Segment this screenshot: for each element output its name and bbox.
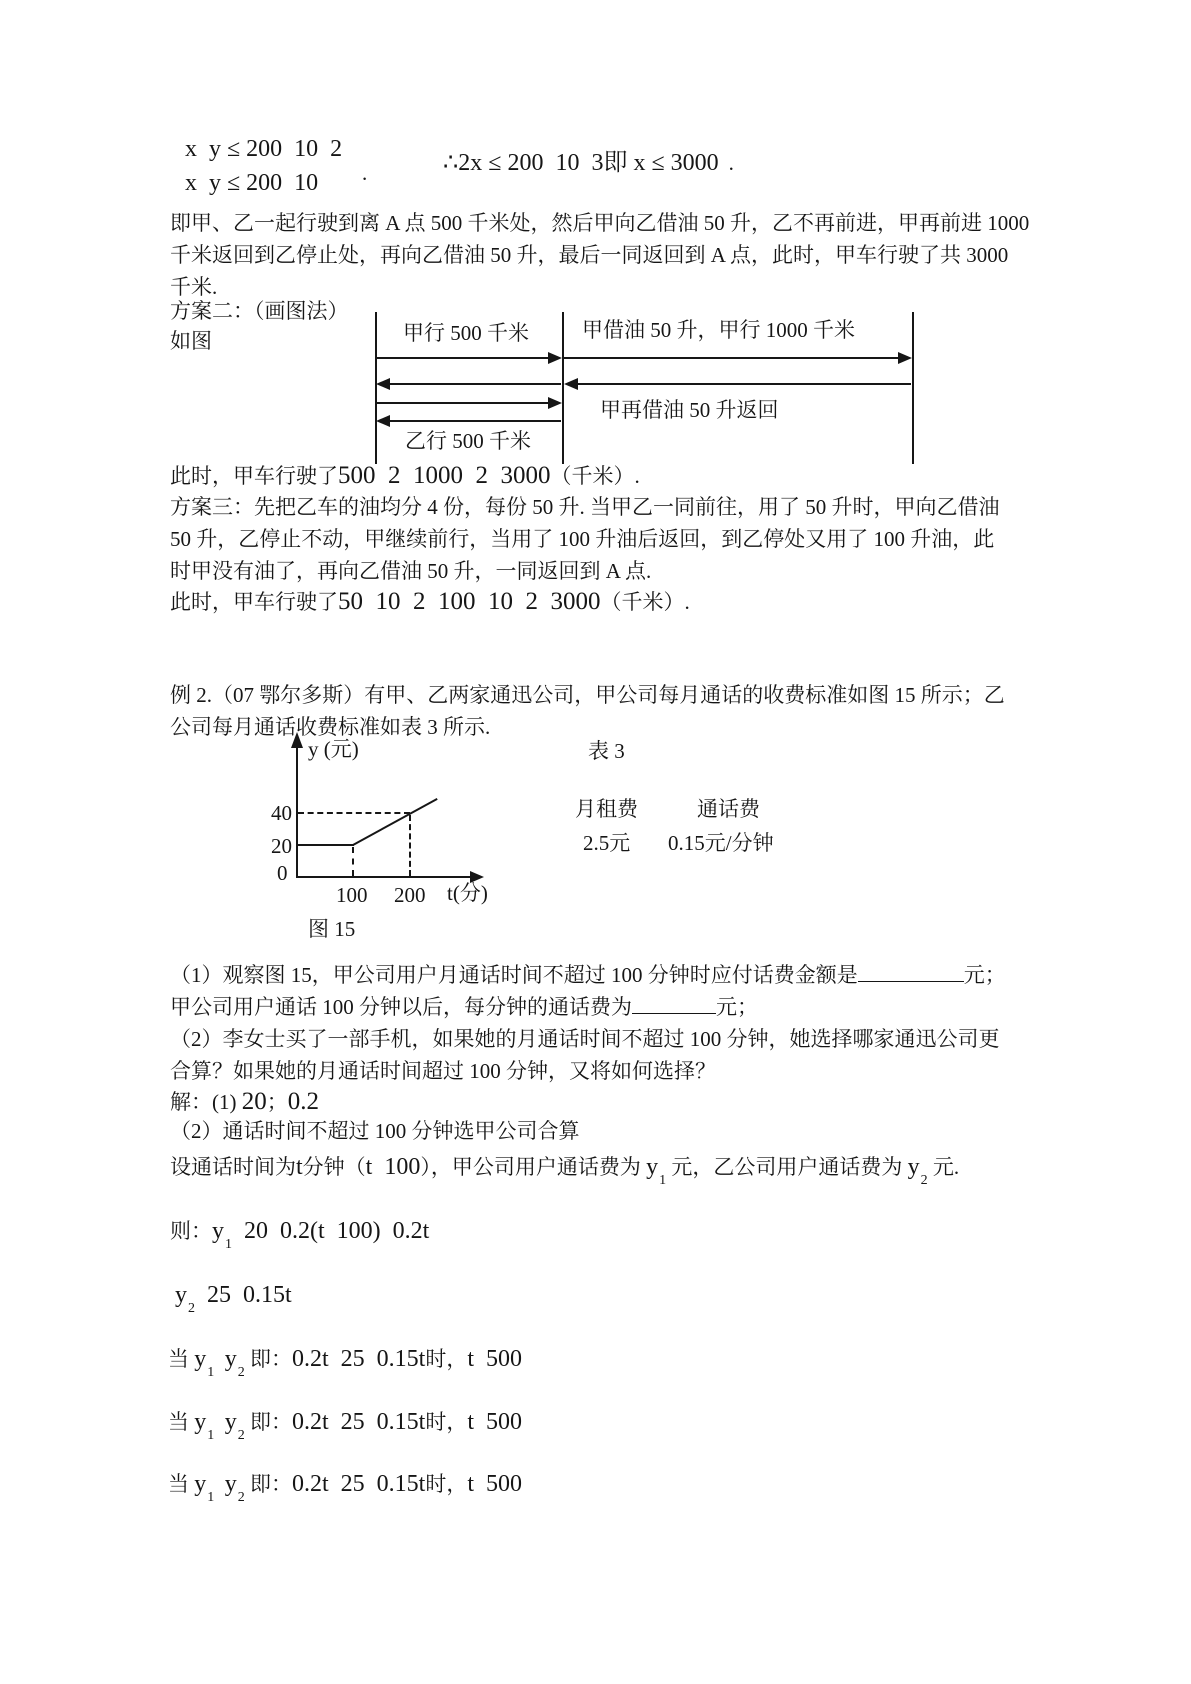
when-shi: 时， bbox=[425, 1410, 468, 1434]
diagram-right-line bbox=[912, 312, 914, 464]
assume-a3: ），甲公司用户通话费为 bbox=[420, 1155, 647, 1179]
y-axis-label: y (元) bbox=[308, 737, 359, 761]
table3-header-callfee: 通话费 bbox=[697, 797, 760, 821]
diagram-arrow-line bbox=[376, 402, 550, 404]
result3-math: 50 10 2 100 10 2 3000 bbox=[338, 588, 601, 615]
var-y1: y bbox=[646, 1154, 659, 1180]
blank-underline bbox=[632, 1013, 716, 1014]
when-gap bbox=[214, 1347, 225, 1371]
right-arrow-icon bbox=[898, 352, 912, 364]
y-tick-20: 20 bbox=[271, 834, 292, 858]
var-y1: y bbox=[194, 1346, 207, 1372]
plan3-line-2: 50 升，乙停止不动，甲继续前行，当用了 100 升油后返回，到乙停处又用了 100 升油，此 bbox=[170, 527, 995, 551]
var-y2: y bbox=[224, 1409, 237, 1435]
cond-t-100: t 100 bbox=[365, 1154, 421, 1180]
subscript-2: 2 bbox=[188, 1301, 195, 1316]
q1-prefix: （1）观察图 15，甲公司用户月通话时间不超过 100 分钟时应付话费金额是 bbox=[170, 963, 858, 987]
diagram-label-jia-500: 甲行 500 千米 bbox=[403, 321, 529, 345]
x-axis bbox=[296, 876, 472, 878]
when-expression: 0.2t 25 0.15t bbox=[292, 1471, 426, 1497]
when-expression: 0.2t 25 0.15t bbox=[292, 1409, 426, 1435]
solution1-line bbox=[170, 1086, 319, 1119]
var-y1: y bbox=[212, 1218, 224, 1244]
when-cond: t 500 bbox=[467, 1409, 523, 1435]
system-line-1: x y ≤ 200 10 2 bbox=[185, 136, 343, 162]
plan2-title: 方案二：（画图法） bbox=[170, 299, 349, 323]
compare-line-1 bbox=[168, 1344, 523, 1380]
conclusion-formula: ∴2x ≤ 200 10 3即 x ≤ 3000 bbox=[443, 150, 719, 176]
assume-a4: 元，乙公司用户通话费为 bbox=[666, 1155, 908, 1179]
dashed-guide-vertical-100 bbox=[352, 847, 354, 876]
when-mid: 即： bbox=[244, 1472, 292, 1496]
when-shi: 时， bbox=[425, 1472, 468, 1496]
plan2-note: 如图 bbox=[170, 329, 212, 353]
y1-expression: 20 0.2(t 100) 0.2t bbox=[232, 1218, 430, 1244]
x-tick-200: 200 bbox=[394, 883, 426, 907]
q1-suffix: 元； bbox=[963, 963, 1006, 987]
plan2-result-line bbox=[170, 460, 640, 493]
subscript-2: 2 bbox=[920, 1173, 928, 1188]
plan3-line-3: 时甲没有油了，再向乙借油 50 升，一同返回到 A 点. bbox=[170, 559, 652, 583]
result3-prefix: 此时，甲车行驶了 bbox=[170, 590, 338, 614]
diagram-label-jia-return: 甲再借油 50 升返回 bbox=[600, 398, 779, 422]
assume-a1: 设通话时间为 bbox=[170, 1155, 296, 1179]
result3-suffix: （千米）. bbox=[600, 590, 690, 614]
sol1-label: 解：(1) bbox=[170, 1090, 242, 1114]
assume-a5: 元. bbox=[927, 1155, 960, 1179]
y-tick-0: 0 bbox=[277, 861, 288, 885]
sol1-separator: ； bbox=[266, 1090, 288, 1114]
table3-value-callfee: 0.15元/分钟 bbox=[668, 831, 774, 855]
y-tick-40: 40 bbox=[271, 801, 292, 825]
var-y2: y bbox=[224, 1346, 237, 1372]
y2-expression: 25 0.15t bbox=[195, 1282, 292, 1308]
when-cond: t 500 bbox=[467, 1346, 523, 1372]
left-arrow-icon bbox=[376, 415, 390, 427]
system-line-2: x y ≤ 200 10 bbox=[185, 170, 319, 196]
var-t: t bbox=[296, 1154, 303, 1180]
subscript-1: 1 bbox=[225, 1237, 232, 1252]
figure15-caption: 图 15 bbox=[308, 917, 356, 941]
plan1-line-2: 千米返回到乙停止处，再向乙借油 50 升，最后一同返回到 A 点，此时，甲车行驶了共 3000 bbox=[170, 243, 1009, 267]
plan3-line-1: 方案三：先把乙车的油均分 4 份，每份 50 升. 当甲乙一同前往，用了 50 升时，甲向乙借油 bbox=[170, 495, 1000, 519]
subscript-1: 1 bbox=[659, 1173, 667, 1188]
sol1-value-0-2: 0.2 bbox=[287, 1088, 319, 1115]
q1b-suffix: 元； bbox=[716, 995, 758, 1019]
diagram-arrow-line bbox=[389, 383, 561, 385]
diagram-arrow-line bbox=[563, 357, 899, 359]
conclusion-period: . bbox=[728, 151, 734, 175]
when-prefix: 当 bbox=[168, 1347, 195, 1371]
when-mid: 即： bbox=[244, 1347, 292, 1371]
var-y2: y bbox=[175, 1282, 187, 1308]
plan3-result-line bbox=[170, 586, 690, 619]
system-period: . bbox=[362, 161, 368, 185]
when-shi: 时， bbox=[425, 1347, 468, 1371]
when-mid: 即： bbox=[244, 1410, 292, 1434]
var-y2: y bbox=[907, 1154, 920, 1180]
series-flat-segment bbox=[297, 844, 354, 846]
diagram-label-jia-1000: 甲借油 50 升，甲行 1000 千米 bbox=[582, 318, 855, 342]
dashed-guide-horizontal bbox=[298, 812, 410, 814]
diagram-label-yi-500: 乙行 500 千米 bbox=[405, 429, 531, 453]
then-label: 则： bbox=[170, 1219, 212, 1243]
result2-math: 500 2 1000 2 3000 bbox=[338, 462, 551, 489]
table3-header-rent: 月租费 bbox=[575, 797, 638, 821]
x-tick-100: 100 bbox=[336, 883, 368, 907]
question1-line bbox=[170, 962, 1006, 989]
when-prefix: 当 bbox=[168, 1472, 195, 1496]
x-axis-label: t(分) bbox=[447, 881, 488, 905]
subscript-2: 2 bbox=[237, 1428, 245, 1443]
when-gap bbox=[214, 1410, 225, 1434]
question2-line-1: （2）李女士买了一部手机，如果她的月通话时间不超过 100 分钟，她选择哪家通迅公司更 bbox=[170, 1027, 1000, 1051]
var-y1: y bbox=[194, 1471, 207, 1497]
when-cond: t 500 bbox=[467, 1471, 523, 1497]
subscript-1: 1 bbox=[207, 1365, 215, 1380]
left-arrow-icon bbox=[376, 378, 390, 390]
diagram-arrow-line bbox=[577, 383, 911, 385]
plan1-line-3: 千米. bbox=[170, 275, 218, 299]
result2-suffix: （千米）. bbox=[550, 464, 640, 488]
when-prefix: 当 bbox=[168, 1410, 195, 1434]
when-expression: 0.2t 25 0.15t bbox=[292, 1346, 426, 1372]
dashed-guide-vertical-200 bbox=[409, 815, 411, 876]
question2-line-2: 合算？如果她的月通话时间超过 100 分钟，又将如何选择？ bbox=[170, 1059, 716, 1083]
subscript-1: 1 bbox=[207, 1428, 215, 1443]
assume-line bbox=[170, 1152, 960, 1188]
assume-a2: 分钟（ bbox=[302, 1155, 366, 1179]
example2-line-2: 公司每月通话收费标准如表 3 所示. bbox=[170, 715, 491, 739]
table3-title: 表 3 bbox=[588, 739, 625, 763]
blank-underline bbox=[858, 981, 964, 982]
when-gap bbox=[214, 1472, 225, 1496]
diagram-arrow-line bbox=[389, 420, 561, 422]
subscript-1: 1 bbox=[207, 1490, 215, 1505]
compare-line-3 bbox=[168, 1469, 523, 1505]
diagram-arrow-line bbox=[376, 357, 550, 359]
sol1-value-20: 20 bbox=[241, 1088, 267, 1115]
y2-equation-line bbox=[175, 1280, 292, 1316]
question1b-line bbox=[170, 994, 758, 1021]
var-y1: y bbox=[194, 1409, 207, 1435]
subscript-2: 2 bbox=[237, 1490, 245, 1505]
compare-line-2 bbox=[168, 1407, 523, 1443]
subscript-2: 2 bbox=[237, 1365, 245, 1380]
plan1-line-1: 即甲、乙一起行驶到离 A 点 500 千米处，然后甲向乙借油 50 升，乙不再前进，甲再前进 1000 bbox=[170, 211, 1030, 235]
var-y2: y bbox=[224, 1471, 237, 1497]
series-rising-segment bbox=[353, 798, 438, 846]
example2-line-1: 例 2.（07 鄂尔多斯）有甲、乙两家通迅公司，甲公司每月通话的收费标准如图 15 所示；乙 bbox=[170, 683, 1005, 707]
q1b-prefix: 甲公司用户通话 100 分钟以后，每分钟的通话费为 bbox=[170, 995, 632, 1019]
left-arrow-icon bbox=[564, 378, 578, 390]
right-arrow-icon bbox=[548, 397, 562, 409]
table3-value-rent: 2.5元 bbox=[583, 831, 631, 855]
result2-prefix: 此时，甲车行驶了 bbox=[170, 464, 338, 488]
solution2-line: （2）通话时间不超过 100 分钟选甲公司合算 bbox=[170, 1119, 580, 1143]
right-arrow-icon bbox=[548, 352, 562, 364]
conclusion-line bbox=[443, 148, 734, 179]
y1-equation-line bbox=[170, 1216, 430, 1252]
